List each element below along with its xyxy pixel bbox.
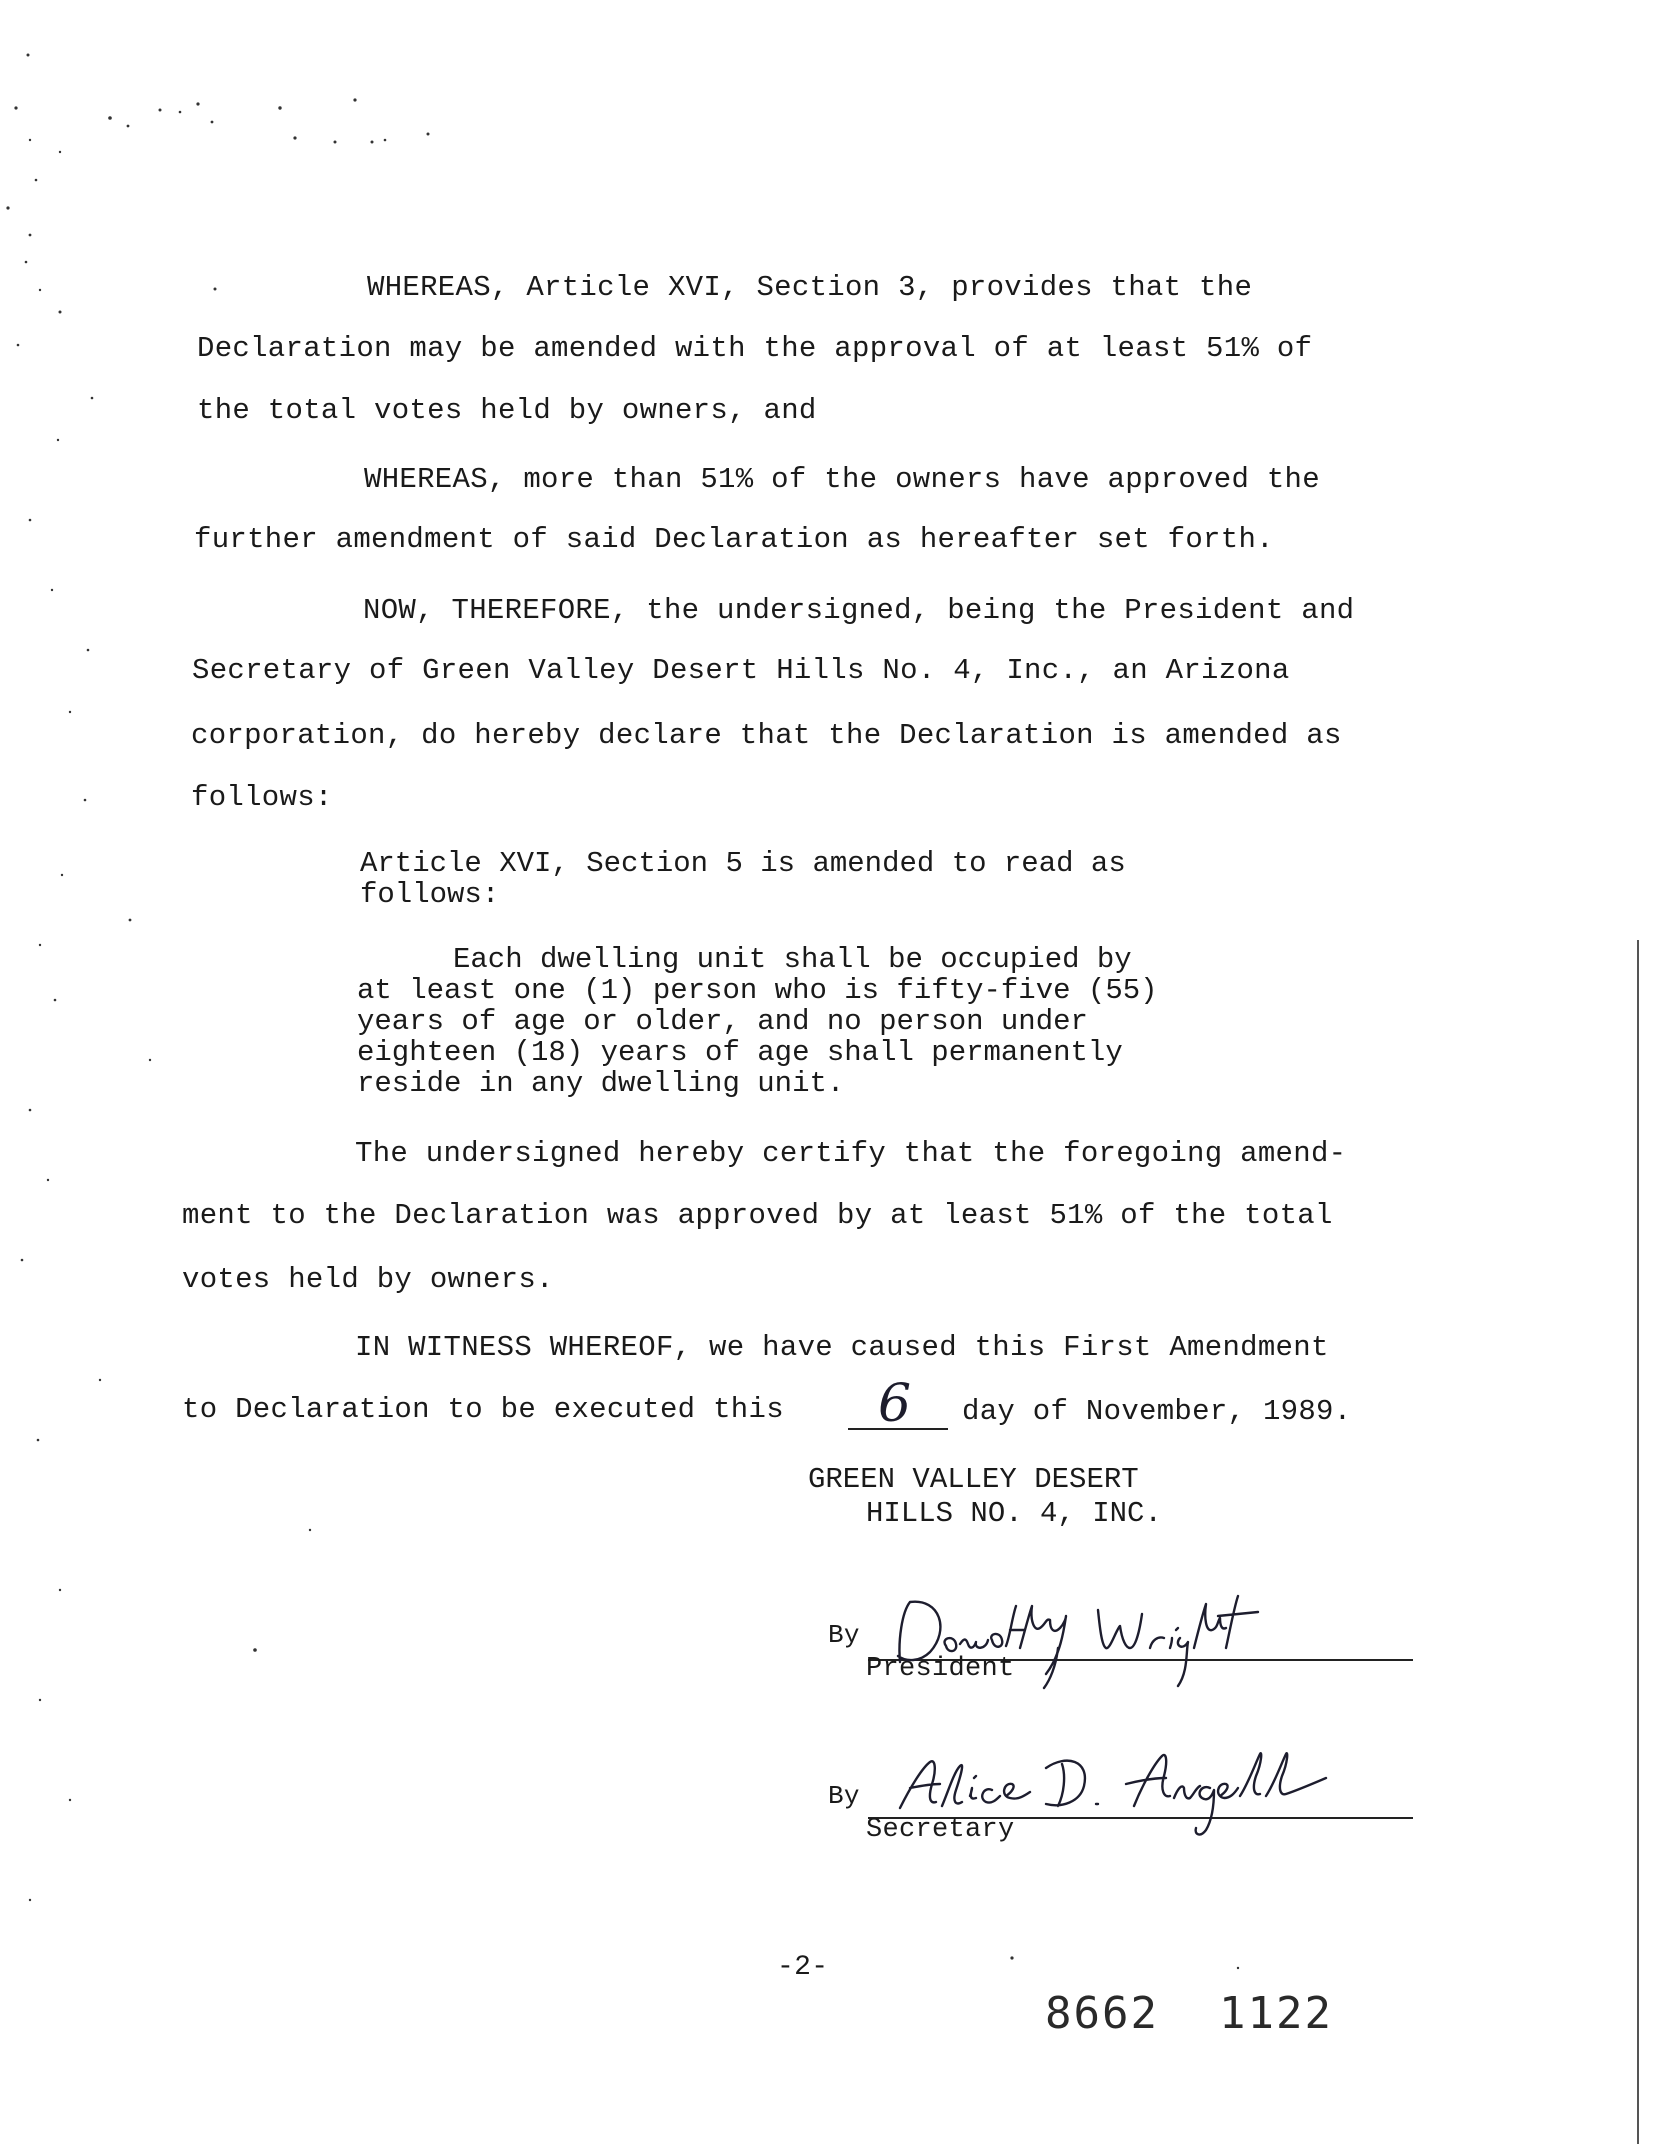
para3-line1: NOW, THEREFORE, the undersigned, being the President and <box>363 594 1355 627</box>
para3-line3: corporation, do hereby declare that the Declaration is amended as <box>191 719 1342 752</box>
witness-line1: IN WITNESS WHEREOF, we have caused this First Amendment <box>355 1331 1329 1364</box>
amendment-text-line3: years of age or older, and no person under <box>357 1005 1088 1038</box>
amendment-text-line1: Each dwelling unit shall be occupied by <box>453 943 1132 976</box>
secretary-signature <box>890 1740 1410 1850</box>
para2-line2: further amendment of said Declaration as hereafter set forth. <box>194 523 1274 556</box>
para3-line2: Secretary of Green Valley Desert Hills No. 4, Inc., an Arizona <box>192 654 1290 687</box>
corporation-line2: HILLS NO. 4, INC. <box>866 1497 1162 1530</box>
certify-line2: ment to the Declaration was approved by at least 51% of the total <box>182 1199 1333 1232</box>
certify-line1: The undersigned hereby certify that the foregoing amend- <box>355 1137 1347 1170</box>
president-title: President <box>866 1654 1015 1684</box>
page-number: -2- <box>777 1952 829 1983</box>
amendment-text <box>357 944 1158 1099</box>
secretary-by-label: By <box>828 1781 860 1811</box>
corporation-name <box>808 1463 1162 1531</box>
certify-line3: votes held by owners. <box>182 1263 554 1296</box>
para2-line1: WHEREAS, more than 51% of the owners have approved the <box>364 463 1320 496</box>
para3-line4: follows: <box>191 781 333 814</box>
amendment-text-line4: eighteen (18) years of age shall permanently <box>357 1036 1123 1069</box>
para1-line2: Declaration may be amended with the approval of at least 51% of <box>197 332 1313 365</box>
amendment-heading-line2: follows: <box>360 878 500 911</box>
amendment-heading <box>360 848 1126 910</box>
president-by-label: By <box>828 1620 860 1650</box>
day-handwritten: 6 <box>878 1374 912 1434</box>
para1-line1: WHEREAS, Article XVI, Section 3, provides that the <box>367 271 1253 304</box>
witness-line2-after: day of November, 1989. <box>962 1395 1352 1428</box>
amendment-text-line5: reside in any dwelling unit. <box>357 1067 845 1100</box>
secretary-title: Secretary <box>866 1815 1015 1845</box>
witness-line2-before: to Declaration to be executed this <box>182 1393 784 1426</box>
president-signature <box>880 1590 1320 1710</box>
recording-docket-number: 8662 <box>1045 1988 1159 2039</box>
corporation-line1: GREEN VALLEY DESERT <box>808 1463 1139 1496</box>
page-edge-shadow <box>1637 940 1639 2144</box>
para1-line3: the total votes held by owners, and <box>197 394 817 427</box>
recording-page-number: 1122 <box>1219 1988 1333 2039</box>
amendment-text-line2: at least one (1) person who is fifty-five (55) <box>357 974 1158 1007</box>
amendment-heading-line1: Article XVI, Section 5 is amended to read as <box>360 847 1126 880</box>
